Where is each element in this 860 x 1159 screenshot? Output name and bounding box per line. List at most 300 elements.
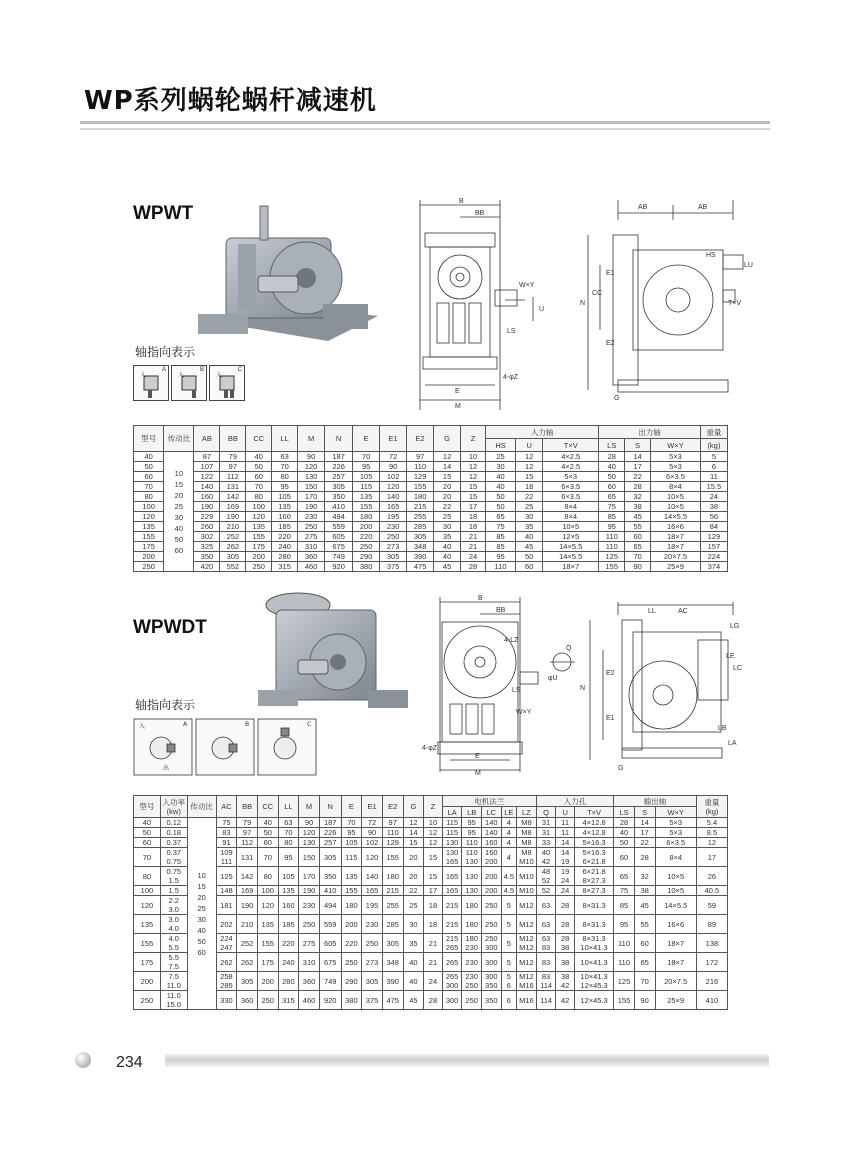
table-cell: 8×31.3	[574, 896, 613, 915]
table-cell: 115	[442, 818, 462, 828]
table-cell: 40	[403, 972, 424, 991]
table-cell: 22	[625, 472, 651, 482]
table-cell: 138	[696, 934, 727, 953]
table-cell: 749	[319, 972, 341, 991]
table-cell: 12×5	[543, 532, 599, 542]
table-cell: 230	[462, 953, 482, 972]
axis-direction-icons-wpwdt	[133, 718, 318, 778]
table-cell: 195	[380, 512, 407, 522]
table-cell: 102	[380, 472, 407, 482]
table-cell: 305	[382, 934, 403, 953]
table-cell: 125	[216, 867, 237, 886]
svg-text:LE: LE	[726, 653, 735, 660]
table-cell: 18×7	[543, 562, 599, 572]
table-cell: 95	[614, 915, 635, 934]
table-cell: 97	[220, 462, 246, 472]
table-cell: 50	[134, 462, 164, 472]
table-cell: 16×6	[655, 915, 696, 934]
table-cell: M12	[517, 896, 537, 915]
table-cell: 552	[220, 562, 246, 572]
wpwdt-front-view-drawing	[420, 592, 575, 777]
table-cell: 97	[407, 452, 434, 462]
svg-text:B: B	[459, 198, 464, 205]
table-cell: 21	[424, 934, 443, 953]
table-cell: 325	[194, 542, 220, 552]
table-cell: 155	[599, 562, 625, 572]
table-cell: 15	[434, 472, 461, 482]
table-cell: 0.12	[160, 818, 187, 828]
table-cell: 8×27.3	[574, 886, 613, 896]
table-cell: 33	[536, 838, 556, 848]
svg-text:LB: LB	[718, 725, 727, 732]
svg-text:E1: E1	[606, 270, 615, 277]
th-motor-flange: 电机法兰	[442, 796, 536, 807]
table-row	[134, 542, 728, 552]
table-cell: 220	[278, 934, 299, 953]
table-cell: 375	[380, 562, 407, 572]
table-cell: 350	[319, 867, 341, 886]
table-cell: 273	[380, 542, 407, 552]
svg-text:BB: BB	[475, 210, 485, 217]
table-cell: 559	[319, 915, 341, 934]
table-cell: 8×4	[543, 502, 599, 512]
table-cell: 80	[134, 867, 161, 886]
table-cell: 160	[272, 512, 298, 522]
table-cell: 120	[362, 848, 383, 867]
table-cell: 20×7.5	[651, 552, 701, 562]
table-cell: 6×3.5	[543, 492, 599, 502]
table-cell: 110	[614, 934, 635, 953]
page-marker-icon	[75, 1052, 91, 1068]
table-row	[134, 512, 728, 522]
table-cell: 155	[257, 934, 278, 953]
svg-text:HS: HS	[706, 252, 716, 259]
svg-text:E: E	[455, 388, 460, 395]
table-cell: 84	[700, 522, 727, 532]
page-number: 234	[116, 1054, 143, 1071]
table-cell: 120	[257, 896, 278, 915]
table-cell: 12	[461, 462, 486, 472]
table-cell: 200	[481, 886, 501, 896]
table-cell: 155	[407, 482, 434, 492]
table-row	[134, 848, 728, 867]
table-cell: 155	[246, 532, 272, 542]
table-cell: 160	[278, 896, 299, 915]
table-cell: 120	[298, 462, 325, 472]
table-cell: 135	[134, 522, 164, 532]
table-cell: 250	[362, 934, 383, 953]
table-cell: 55	[634, 915, 655, 934]
table-cell: 18	[461, 512, 486, 522]
svg-text:LS: LS	[512, 687, 521, 694]
table-cell: 12	[696, 838, 727, 848]
table-cell: 180	[462, 896, 482, 915]
table-cell: 6×3.5	[651, 472, 701, 482]
table-cell: 142	[220, 492, 246, 502]
table-cell: M12 M12	[517, 934, 537, 953]
table-cell: 17	[625, 462, 651, 472]
svg-text:M: M	[475, 770, 481, 777]
table-cell: 25×9	[651, 562, 701, 572]
table-cell: 190	[299, 886, 320, 896]
svg-text:φU: φU	[548, 675, 558, 682]
table-cell: 79	[237, 818, 258, 828]
table-cell: 72	[362, 818, 383, 828]
table-cell: 17	[424, 886, 443, 896]
svg-text:入: 入	[139, 723, 146, 730]
table-cell: 5×16.3 6×21.8	[574, 848, 613, 867]
table-cell: 26	[696, 867, 727, 886]
product-photo-wpwt	[198, 196, 393, 356]
table-cell: 45	[516, 542, 543, 552]
table-cell: 5×3	[651, 462, 701, 472]
table-cell: 180	[462, 915, 482, 934]
svg-text:AC: AC	[678, 608, 688, 615]
table-cell: 250	[246, 562, 272, 572]
table-cell: 494	[319, 896, 341, 915]
svg-text:W×Y: W×Y	[516, 709, 532, 716]
table-cell: 190	[298, 502, 325, 512]
table-cell: 120	[134, 896, 161, 915]
table-cell: 45	[634, 896, 655, 915]
table-cell: 290	[353, 552, 380, 562]
table-cell: 285	[407, 522, 434, 532]
table-cell: 0.37 0.75	[160, 848, 187, 867]
table-cell: 15	[424, 848, 443, 867]
table-cell: 15	[516, 472, 543, 482]
table-cell: 140	[194, 482, 220, 492]
table-cell: 100	[246, 502, 272, 512]
svg-text:N: N	[580, 685, 586, 692]
table-cell: 302	[194, 532, 220, 542]
table-cell: 200	[257, 972, 278, 991]
svg-text:AB: AB	[698, 204, 708, 211]
table-cell: 360	[298, 552, 325, 562]
table-cell: 100	[134, 502, 164, 512]
table-row	[134, 867, 728, 886]
table-cell: 28	[634, 848, 655, 867]
svg-text:C: C	[307, 721, 312, 728]
table-cell: 90	[362, 828, 383, 838]
model-title-wpwdt: WPWDT	[133, 617, 207, 638]
table-cell: 120	[134, 512, 164, 522]
table-cell: 28	[625, 482, 651, 492]
table-row	[134, 472, 728, 482]
table-cell: 130	[462, 886, 482, 896]
table-cell: 250	[341, 953, 362, 972]
table-cell: 6×3.5	[543, 482, 599, 492]
table-cell: 215	[442, 915, 462, 934]
table-cell: 250 300	[481, 934, 501, 953]
table-cell: 40	[434, 552, 461, 562]
table-cell: 38 42	[556, 972, 575, 991]
table-cell: 410	[319, 886, 341, 896]
table-cell: 12	[424, 838, 443, 848]
svg-text:E2: E2	[606, 340, 615, 347]
table-cell: 252	[237, 934, 258, 953]
table-cell: 4×2.5	[543, 452, 599, 462]
spec-table-wpwdt: 型号 入功率 (kw) 传动比 AC BB CC LL M N E E1 E2 G Z 电机法兰 入力孔 输出轴 重量 (kg) LA LB LC LE LZ Q U T×V LS S W×Y 40 0.12 10 15 20 25 30 40 50 60 75 79 40 63 90 187 70 72 97 12 10 115 95 140 4 M8 31 11 4×12.8 28 14 5×3 5.4 50 0.18 83 97 50 70 120 226 95 90 110 14 12 115 95 140 4 M8 31 11 4×12.8 40 17 5×3 8.5 60 0.37 91 112 60 80 130 257 105 102 129 15 12 130 110 160 4 M8 33 14 5×16.3 50 22 6×3.5 12 70 0.37 0.75 109 111 131 70 95 150 305 115 120 155 20 15 130 165 110 130 160 200 4 M8 M10 40 42 14 19 5×16.3 6×21.8 60 28 8×4 17 80 0.75 1.5 125 142 80 105 170 350 135 140 180 20 15 165 130 200 4.5 M10 48 52 19 24 6×21.8 8×27.3 65 32 10×5 26 100 1.5 148 169 100 135 190 410 155 165 215 22 17 165 130 200 4.5 M10 52 24 8×27.3 75 38 10×5 40.5 120 2.2 3.0 181 190 120 160 230 494 180 195 255 25 18 215 180 250 5 M12 63 28 8×31.3 85 45 14×5.5 59 135 3.0 4.0 202 210 135 185 250 559 200 230 285 30 18 215 180 250 5 M12 63 28 8×31.3 95 55 16×6 89 155 4.0 5.5 224 247 252 155 220 275 605 220 250 305 35 21 215 265 180 230 250 300 5 M12 M12 63 83 28 38 8×31.3 10×41.3 110 60 18×7 138 175 5.5 7.5 262 262 175 240 310 675 250 273 348 40 21 265 230 300 5 M12 83 38 10×41.3 110 65 18×7 172 200 7.5 11.0 258 285 305 200 280 360 749 290 305 390 40 24 265 300 230 250 300 350 5 6 M12 M16 83 114 38 42 10×41.3 12×45.3 125 70 20×7.5 216 250 11.0 15.0 330 360 250 315 460 920 380 375 475 45 28 300 250 350 6 M16 114 42 12×45.3 155 90 25×9 410	[133, 795, 728, 1010]
table-cell: 40	[614, 828, 635, 838]
table-cell: 290	[341, 972, 362, 991]
table-cell: 17	[696, 848, 727, 867]
table-cell: 90	[298, 452, 325, 462]
table-cell: 5×3	[543, 472, 599, 482]
table-cell: 187	[319, 818, 341, 828]
table-cell: 250	[257, 991, 278, 1010]
table-cell: 226	[319, 828, 341, 838]
table-cell: 140	[481, 828, 501, 838]
th-ratio: 传动比	[164, 426, 194, 452]
table-cell: 75	[216, 818, 237, 828]
svg-text:Q: Q	[566, 645, 572, 652]
table-cell: 8.5	[696, 828, 727, 838]
table-cell: 175	[246, 542, 272, 552]
table-cell: 5 6	[501, 972, 516, 991]
svg-text:G: G	[614, 395, 620, 402]
wpwt-side-view-drawing	[578, 195, 753, 417]
table-cell: 21	[461, 532, 486, 542]
table-cell: 374	[700, 562, 727, 572]
table-cell: 169	[220, 502, 246, 512]
table-cell: 20	[403, 848, 424, 867]
svg-text:W×Y: W×Y	[519, 282, 535, 289]
table-cell: 114	[536, 991, 556, 1010]
table-cell: 110	[614, 953, 635, 972]
table-row	[134, 482, 728, 492]
table-cell: 75	[599, 502, 625, 512]
table-cell: 60	[516, 562, 543, 572]
table-cell: 185	[272, 522, 298, 532]
table-cell: 265 300	[442, 972, 462, 991]
table-cell: 0.75 1.5	[160, 867, 187, 886]
table-cell: 70	[353, 452, 380, 462]
table-cell: 90	[299, 818, 320, 828]
table-cell: 18×7	[651, 542, 701, 552]
table-cell: 348	[382, 953, 403, 972]
table-cell: 8×4	[655, 848, 696, 867]
table-cell: 63	[272, 452, 298, 462]
table-cell: 16×6	[651, 522, 701, 532]
table-cell: 350	[481, 991, 501, 1010]
table-cell: 410	[325, 502, 353, 512]
header-rule	[80, 121, 770, 124]
table-cell: 350	[194, 552, 220, 562]
table-cell: 50	[599, 472, 625, 482]
table-cell: 97	[237, 828, 258, 838]
svg-text:B: B	[478, 595, 483, 602]
table-row	[134, 818, 728, 828]
table-cell: 148	[216, 886, 237, 896]
table-cell: 65	[485, 512, 515, 522]
table-cell: 40	[485, 482, 515, 492]
table-cell: 262	[237, 953, 258, 972]
table-cell: 175	[134, 953, 161, 972]
table-cell: 45	[434, 562, 461, 572]
table-cell: M8	[517, 828, 537, 838]
table-row	[134, 934, 728, 953]
table-cell: 230	[380, 522, 407, 532]
table-cell: 920	[319, 991, 341, 1010]
table-cell: 112	[237, 838, 258, 848]
table-cell: 25×9	[655, 991, 696, 1010]
table-cell: 360	[237, 991, 258, 1010]
table-cell: 15	[461, 482, 486, 492]
table-cell: 50	[257, 828, 278, 838]
table-cell: 85	[614, 896, 635, 915]
table-cell: 18	[424, 915, 443, 934]
table-cell: 155	[382, 848, 403, 867]
svg-text:U: U	[539, 306, 545, 313]
table-cell: 50	[614, 838, 635, 848]
svg-text:A: A	[183, 721, 188, 728]
table-cell: 100	[257, 886, 278, 896]
table-cell: 257	[319, 838, 341, 848]
table-cell: 70	[246, 482, 272, 492]
table-cell: 170	[298, 492, 325, 502]
table-cell: 15	[461, 492, 486, 502]
table-cell: 105	[272, 492, 298, 502]
table-cell: 19 24	[556, 867, 575, 886]
table-row	[134, 522, 728, 532]
table-cell: 10×5	[651, 502, 701, 512]
table-cell: 40 42	[536, 848, 556, 867]
table-cell: 305	[237, 972, 258, 991]
table-cell: 5×16.3	[574, 838, 613, 848]
table-cell: 252	[220, 532, 246, 542]
table-cell: 14×5.5	[651, 512, 701, 522]
table-cell: 131	[237, 848, 258, 867]
table-cell: 28	[461, 562, 486, 572]
table-cell: 4×12.8	[574, 828, 613, 838]
svg-text:E1: E1	[606, 715, 615, 722]
table-cell: 460	[299, 991, 320, 1010]
table-cell: 360	[299, 972, 320, 991]
table-cell: 35	[516, 522, 543, 532]
table-cell: 5	[501, 953, 516, 972]
th-input-shaft: 入力轴	[485, 426, 598, 439]
table-cell: 4	[501, 818, 516, 828]
table-cell: 42	[556, 991, 575, 1010]
table-cell: 18×7	[655, 934, 696, 953]
table-cell: 85	[485, 542, 515, 552]
wpwt-front-view-drawing	[415, 195, 560, 417]
table-cell: 63	[536, 915, 556, 934]
table-cell: 18×7	[651, 532, 701, 542]
table-cell: 305	[319, 848, 341, 867]
table-cell: 410	[696, 991, 727, 1010]
table-cell: 21	[461, 542, 486, 552]
table-cell: 310	[298, 542, 325, 552]
table-cell: 79	[220, 452, 246, 462]
table-cell: 4×2.5	[543, 462, 599, 472]
table-cell: 180 230	[462, 934, 482, 953]
table-cell: 475	[407, 562, 434, 572]
table-cell: 255	[382, 896, 403, 915]
table-row	[134, 562, 728, 572]
table-cell: 110	[407, 462, 434, 472]
table-row	[134, 953, 728, 972]
table-row	[134, 972, 728, 991]
table-cell: 52	[536, 886, 556, 896]
table-cell: 258 285	[216, 972, 237, 991]
table-cell: 210	[237, 915, 258, 934]
table-cell: 107	[194, 462, 220, 472]
table-cell: 83 114	[536, 972, 556, 991]
table-cell: 460	[298, 562, 325, 572]
table-cell: 240	[272, 542, 298, 552]
table-cell: 40.5	[696, 886, 727, 896]
th-input-bore: 入力孔	[536, 796, 613, 807]
table-cell: 102	[362, 838, 383, 848]
table-cell: 87	[194, 452, 220, 462]
table-cell: 5	[501, 896, 516, 915]
table-cell: 8×4	[543, 512, 599, 522]
table-cell: 50	[246, 462, 272, 472]
table-cell: 6×21.8 8×27.3	[574, 867, 613, 886]
table-cell: 97	[382, 818, 403, 828]
table-cell: 70	[272, 462, 298, 472]
table-cell: 12	[516, 452, 543, 462]
table-cell: 15	[424, 867, 443, 886]
table-cell: M8	[517, 838, 537, 848]
table-cell: 14	[434, 462, 461, 472]
table-cell: 220	[341, 934, 362, 953]
table-cell: 250	[481, 915, 501, 934]
table-cell: 83	[216, 828, 237, 838]
table-cell: 32	[625, 492, 651, 502]
table-cell: 22	[403, 886, 424, 896]
table-cell: 920	[325, 562, 353, 572]
table-cell: 150	[299, 848, 320, 867]
table-cell: 250	[462, 991, 482, 1010]
table-cell: 310	[299, 953, 320, 972]
table-cell: 4	[501, 848, 516, 867]
table-cell: 50	[485, 502, 515, 512]
axis-direction-b-icon: B 入	[171, 365, 207, 401]
table-cell: 5.5 7.5	[160, 953, 187, 972]
table-cell: 11	[700, 472, 727, 482]
axis-direction-label-wpwt: 轴指向表示	[135, 345, 196, 359]
table-cell: 215 265	[442, 934, 462, 953]
table-cell: 200	[341, 915, 362, 934]
table-row	[134, 991, 728, 1010]
table-cell: 605	[319, 934, 341, 953]
table-cell: 17	[634, 828, 655, 838]
table-row	[134, 462, 728, 472]
table-cell: 80	[257, 867, 278, 886]
table-cell: 105	[353, 472, 380, 482]
table-cell: 25	[434, 512, 461, 522]
table-cell: 60	[599, 482, 625, 492]
table-cell: 15.5	[700, 482, 727, 492]
table-cell: 105	[341, 838, 362, 848]
spec-table-wpwdt-body	[134, 818, 728, 1010]
table-cell: M8	[517, 818, 537, 828]
table-cell: 28	[556, 896, 575, 915]
table-cell: 380	[341, 991, 362, 1010]
spec-table-wpwt: 型号 传动比 AB BB CC LL M N E E1 E2 G Z 入力轴 出力轴 重量 HS U T×V LS S W×Y (kg) 40 10 15 20 25 30 40 50 60 87 79 40 63 90 187 70 72 97 12 10 25 12 4×2.5 28 14 5×3 5 50 107 97 50 70 120 226 95 90 110 14 12 30 12 4×2.5 40 17 5×3 6 60 122 112 60 80 130 257 105 102 129 15 12 40 15 5×3 50 22 6×3.5 11 70 140 131 70 95 150 305 115 120 155 20 15 40 18 6×3.5 60 28 8×4 15.5 80 160 142 80 105 170 350 135 140 180 20 15 50 22 6×3.5 65 32 10×5 24 100 190 169 100 135 190 410 155 165 215 22 17 50 25 8×4 75 38 10×5 38 120 229 190 120 160 230 494 180 195 255 25 18 65 30 8×4 85 45 14×5.5 56 135 260 210 135 185 250 559 200 230 285 30 18 75 35 10×5 95 55 16×6 84 155 302 252 155 220 275 605 220 250 305 35 21 85 40 12×5 110 60 18×7 129 175 325 262 175 240 310 675 250 273 348 40 21 85 45 14×5.5 110 65 18×7 157 200 350 305 200 280 360 749 290 305 390 40 24 95 50 14×5.5 125 70 20×7.5 224 250 420 552 250 315 460 920 380 375 475 45 28 110 60 18×7 155 90 25×9 374	[133, 425, 728, 572]
table-cell: 375	[362, 991, 383, 1010]
table-cell: 70	[341, 818, 362, 828]
table-cell: 180	[407, 492, 434, 502]
table-cell: 12	[403, 818, 424, 828]
table-cell: 160	[194, 492, 220, 502]
table-cell: 50	[516, 552, 543, 562]
table-cell: 170	[299, 867, 320, 886]
table-cell: M12	[517, 953, 537, 972]
table-cell: 95	[599, 522, 625, 532]
